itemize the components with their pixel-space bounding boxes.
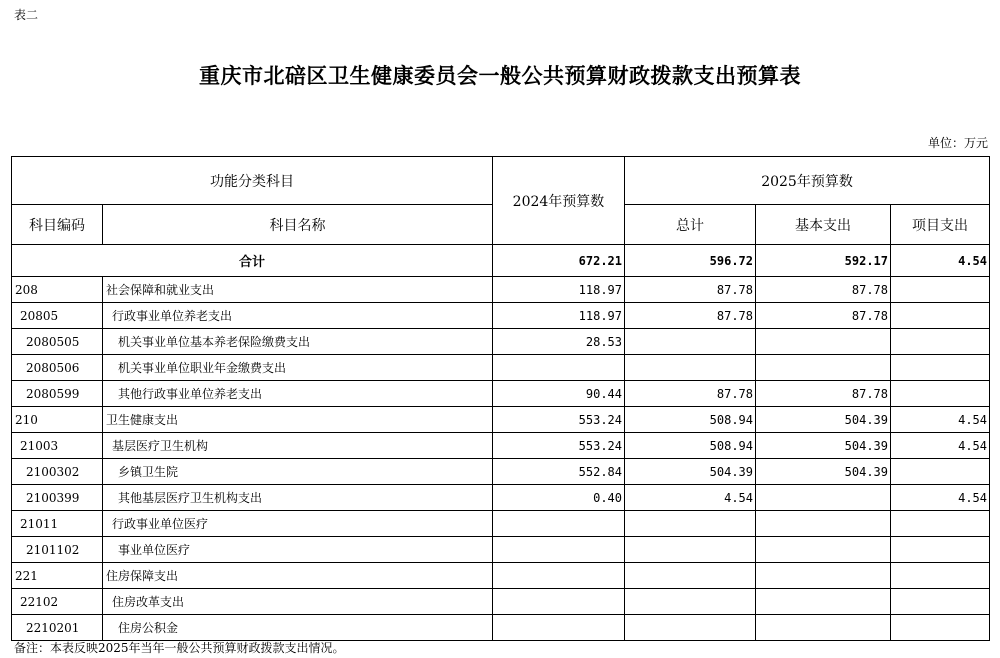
table-row	[12, 355, 990, 381]
row-b2024: 553.24	[493, 407, 625, 433]
row-b2024	[493, 511, 625, 537]
row-name: 住房改革支出	[103, 589, 493, 615]
total-total: 596.72	[625, 245, 756, 277]
row-basic	[756, 563, 891, 589]
row-b2024: 90.44	[493, 381, 625, 407]
row-code: 2080506	[12, 355, 103, 381]
page-title: 重庆市北碚区卫生健康委员会一般公共预算财政拨款支出预算表	[199, 63, 801, 88]
row-basic	[756, 329, 891, 355]
row-b2024: 118.97	[493, 303, 625, 329]
row-b2024: 118.97	[493, 277, 625, 303]
row-project: 4.54	[891, 407, 990, 433]
budget-2024-header: 2024年预算数	[493, 157, 625, 245]
row-basic	[756, 355, 891, 381]
table-row	[12, 511, 990, 537]
row-code: 221	[12, 563, 103, 589]
row-code: 2100399	[12, 485, 103, 511]
table-row	[12, 485, 990, 511]
row-basic: 87.78	[756, 303, 891, 329]
row-b2024: 553.24	[493, 433, 625, 459]
row-total: 508.94	[625, 433, 756, 459]
row-project	[891, 511, 990, 537]
table-row	[12, 381, 990, 407]
row-code: 2080599	[12, 381, 103, 407]
row-name: 其他行政事业单位养老支出	[103, 381, 493, 407]
row-total	[625, 511, 756, 537]
row-b2024	[493, 537, 625, 563]
row-name: 机关事业单位职业年金缴费支出	[103, 355, 493, 381]
row-code: 2210201	[12, 615, 103, 641]
row-total: 87.78	[625, 381, 756, 407]
row-name: 行政事业单位养老支出	[103, 303, 493, 329]
row-name: 行政事业单位医疗	[103, 511, 493, 537]
row-basic: 87.78	[756, 381, 891, 407]
row-code: 2101102	[12, 537, 103, 563]
row-b2024: 28.53	[493, 329, 625, 355]
row-project	[891, 589, 990, 615]
table-row	[12, 615, 990, 641]
total-header: 总计	[625, 205, 756, 245]
row-basic: 504.39	[756, 433, 891, 459]
footnote: 备注：本表反映2025年当年一般公共预算财政拨款支出情况。	[14, 641, 345, 655]
row-basic	[756, 589, 891, 615]
row-b2024	[493, 355, 625, 381]
row-total: 4.54	[625, 485, 756, 511]
row-basic	[756, 537, 891, 563]
row-b2024: 0.40	[493, 485, 625, 511]
row-total	[625, 615, 756, 641]
name-header: 科目名称	[103, 205, 493, 245]
total-basic: 592.17	[756, 245, 891, 277]
row-project: 4.54	[891, 485, 990, 511]
row-project	[891, 563, 990, 589]
table-row	[12, 277, 990, 303]
total-b2024: 672.21	[493, 245, 625, 277]
row-code: 2100302	[12, 459, 103, 485]
row-project	[891, 537, 990, 563]
row-name: 卫生健康支出	[103, 407, 493, 433]
row-project	[891, 277, 990, 303]
row-code: 2080505	[12, 329, 103, 355]
table-tag: 表二	[14, 8, 39, 22]
row-basic: 504.39	[756, 459, 891, 485]
row-project	[891, 329, 990, 355]
row-total	[625, 329, 756, 355]
row-total: 508.94	[625, 407, 756, 433]
table-row	[12, 407, 990, 433]
row-name: 其他基层医疗卫生机构支出	[103, 485, 493, 511]
row-total: 504.39	[625, 459, 756, 485]
total-label: 合计	[12, 245, 493, 277]
row-name: 住房公积金	[103, 615, 493, 641]
total-row	[12, 245, 990, 277]
row-project	[891, 355, 990, 381]
table-row	[12, 303, 990, 329]
row-project	[891, 615, 990, 641]
row-basic: 87.78	[756, 277, 891, 303]
table-row	[12, 433, 990, 459]
row-total	[625, 563, 756, 589]
table-row	[12, 589, 990, 615]
row-basic	[756, 485, 891, 511]
row-project	[891, 381, 990, 407]
row-name: 机关事业单位基本养老保险缴费支出	[103, 329, 493, 355]
row-project	[891, 459, 990, 485]
func-category-header: 功能分类科目	[12, 157, 493, 205]
row-total	[625, 589, 756, 615]
row-b2024: 552.84	[493, 459, 625, 485]
row-name: 乡镇卫生院	[103, 459, 493, 485]
row-name: 事业单位医疗	[103, 537, 493, 563]
table-row	[12, 459, 990, 485]
row-code: 20805	[12, 303, 103, 329]
basic-header: 基本支出	[756, 205, 891, 245]
budget-table	[11, 156, 990, 641]
row-code: 22102	[12, 589, 103, 615]
row-total: 87.78	[625, 303, 756, 329]
unit-label: 单位：万元	[927, 136, 988, 150]
row-name: 基层医疗卫生机构	[103, 433, 493, 459]
row-b2024	[493, 589, 625, 615]
row-name: 社会保障和就业支出	[103, 277, 493, 303]
row-name: 住房保障支出	[103, 563, 493, 589]
row-total	[625, 355, 756, 381]
row-project: 4.54	[891, 433, 990, 459]
row-project	[891, 303, 990, 329]
table-row	[12, 329, 990, 355]
row-basic	[756, 511, 891, 537]
row-code: 21011	[12, 511, 103, 537]
code-header: 科目编码	[12, 205, 103, 245]
row-code: 210	[12, 407, 103, 433]
row-code: 21003	[12, 433, 103, 459]
row-b2024	[493, 615, 625, 641]
row-basic: 504.39	[756, 407, 891, 433]
row-b2024	[493, 563, 625, 589]
budget-2025-header: 2025年预算数	[625, 157, 990, 205]
table-row	[12, 563, 990, 589]
row-basic	[756, 615, 891, 641]
row-total: 87.78	[625, 277, 756, 303]
row-code: 208	[12, 277, 103, 303]
table-row	[12, 537, 990, 563]
row-total	[625, 537, 756, 563]
total-project: 4.54	[891, 245, 990, 277]
project-header: 项目支出	[891, 205, 990, 245]
